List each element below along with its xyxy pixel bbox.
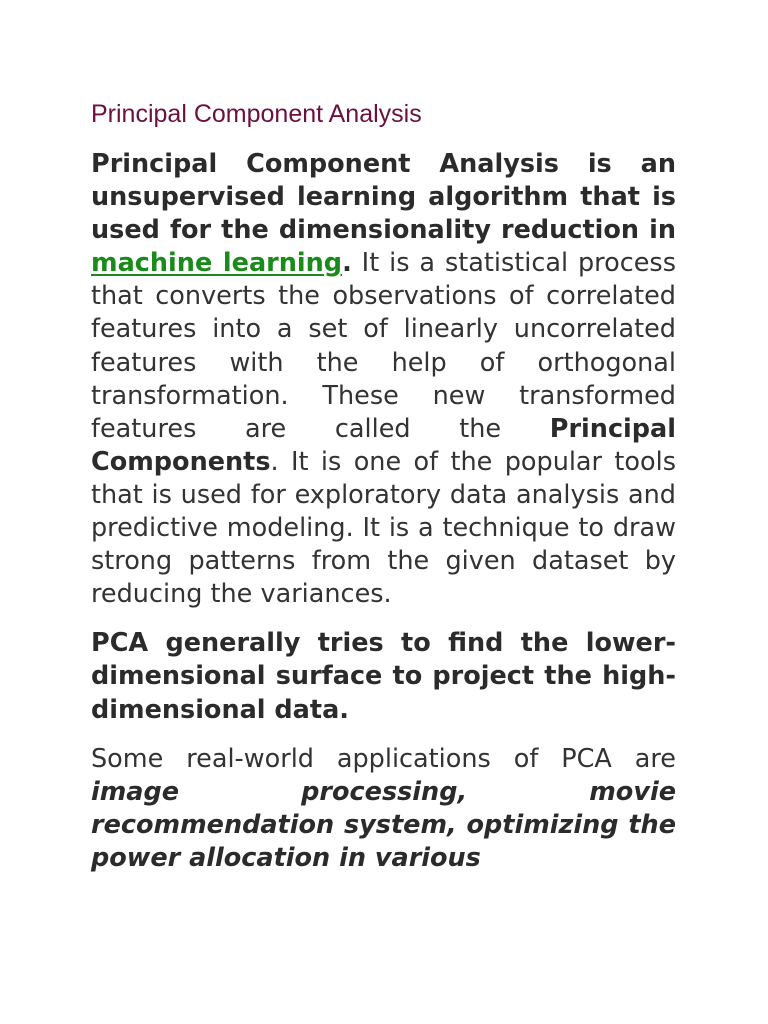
intro-bold-period: . [342, 248, 352, 279]
intro-paragraph [91, 148, 676, 611]
page-title: Principal Component Analysis [91, 100, 422, 128]
intro-text-a: It is a statistical process that converts the observations of correlated features into a set of linearly uncorrelated features with the help of orthogonal transformation. These new transformed features are called the [91, 248, 676, 444]
pca-summary-paragraph: PCA generally tries to find the lower-dimensional surface to project the high-dimensional data. [91, 628, 676, 725]
applications-emphasis: image processing, movie recommendation system, optimizing the power allocation in various [91, 776, 676, 873]
intro-bold-text: Principal Component Analysis is an unsupervised learning algorithm that is used for the dimensionality reduction in [91, 149, 676, 246]
intro-text-b: . It is one of the popular tools that is used for exploratory data analysis and predictive modeling. It is a technique to draw strong patterns from the given dataset by reducing the variances. [91, 446, 676, 610]
machine-learning-link[interactable]: machine learning [91, 248, 343, 279]
principal-components-term: Principal Components [91, 413, 676, 477]
document-page [91, 98, 676, 891]
applications-intro-text: Some real-world applications of PCA are [91, 743, 676, 774]
applications-paragraph [91, 743, 676, 875]
